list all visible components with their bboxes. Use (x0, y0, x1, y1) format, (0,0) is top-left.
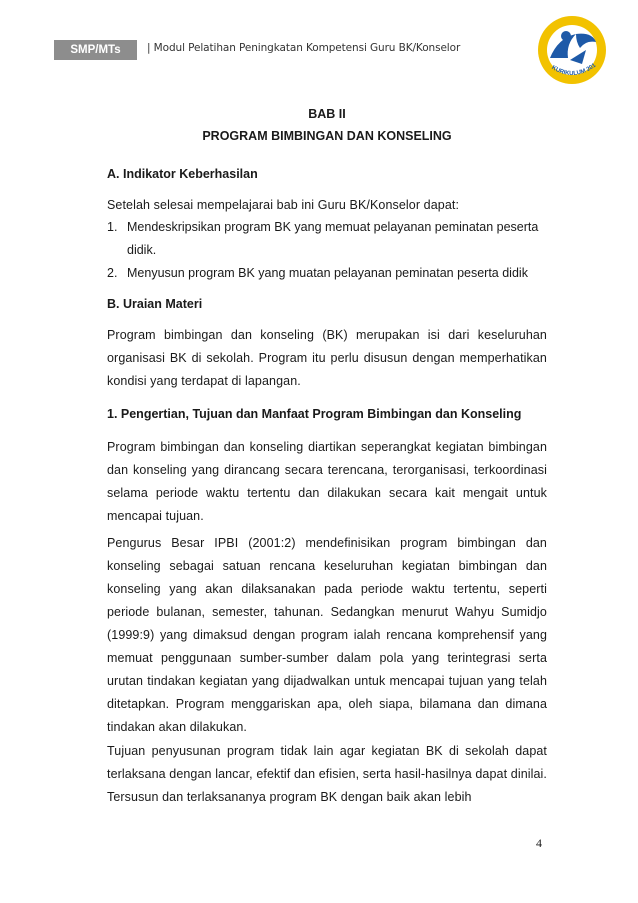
list-item-text: Mendeskripsikan program BK yang memuat pelayanan peminatan peserta didik. (127, 220, 539, 257)
logo-text: KURIKULUM 201 (550, 62, 598, 78)
list-item-number: 1. (107, 220, 118, 234)
subsection-1-paragraph-1: Program bimbingan dan konseling diartikan seperangkat kegiatan bimbingan dan konseling yang dirancang secara terencana, terorganisasi, terkoordinasi selama periode waktu tertentu dan dilakukan secara kait mengait untuk mencapai tujuan. (107, 440, 547, 523)
page-number: 4 (536, 836, 542, 850)
subsection-1-heading: 1. Pengertian, Tujuan dan Manfaat Program Bimbingan dan Konseling (107, 407, 522, 421)
section-a-heading: A. Indikator Keberhasilan (107, 167, 258, 181)
list-item-text: Menyusun program BK yang muatan pelayanan peminatan peserta didik (127, 266, 528, 280)
section-a-intro: Setelah selesai mempelajarai bab ini Guru BK/Konselor dapat: (107, 198, 460, 212)
subsection-1-paragraph-3: Tujuan penyusunan program tidak lain agar kegiatan BK di sekolah dapat terlaksana dengan lancar, efektif dan efisien, serta hasil-hasilnya dapat dinilai. Tersusun dan terlaksananya program BK dengan baik akan lebih (107, 744, 547, 804)
list-item-number: 2. (107, 266, 118, 280)
module-level-badge: SMP/MTs (54, 40, 137, 60)
kurikulum-2013-logo (536, 14, 608, 86)
section-b-heading: B. Uraian Materi (107, 297, 203, 311)
chapter-number: BAB II (308, 107, 346, 121)
section-b-paragraph: Program bimbingan dan konseling (BK) merupakan isi dari keseluruhan organisasi BK di sekolah. Program itu perlu disusun dengan memperhatikan kondisi yang terdapat di lapangan. (107, 328, 547, 388)
module-header-title: | Modul Pelatihan Peningkatan Kompetensi Guru BK/Konselor (147, 42, 461, 54)
chapter-title: PROGRAM BIMBINGAN DAN KONSELING (202, 129, 452, 143)
subsection-1-paragraph-2: Pengurus Besar IPBI (2001:2) mendefinisikan program bimbingan dan konseling sebagai satuan rencana keseluruhan kegiatan bimbingan dan konseling yang akan dilaksanakan pada periode waktu tertentu, seperti periode bulanan, semester, tahunan. Sedangkan menurut Wahyu Sumidjo (1999:9) yang dimaksud dengan program ialah rencana komprehensif yang memuat penggunaan sumber-sumber dalam pola yang terintegrasi serta urutan tindakan kegiatan yang dijadwalkan untuk mencapai tujuan yang telah ditetapkan. Program menggariskan apa, oleh siapa, bilamana dan dimana tindakan akan dilakukan. (107, 536, 547, 734)
